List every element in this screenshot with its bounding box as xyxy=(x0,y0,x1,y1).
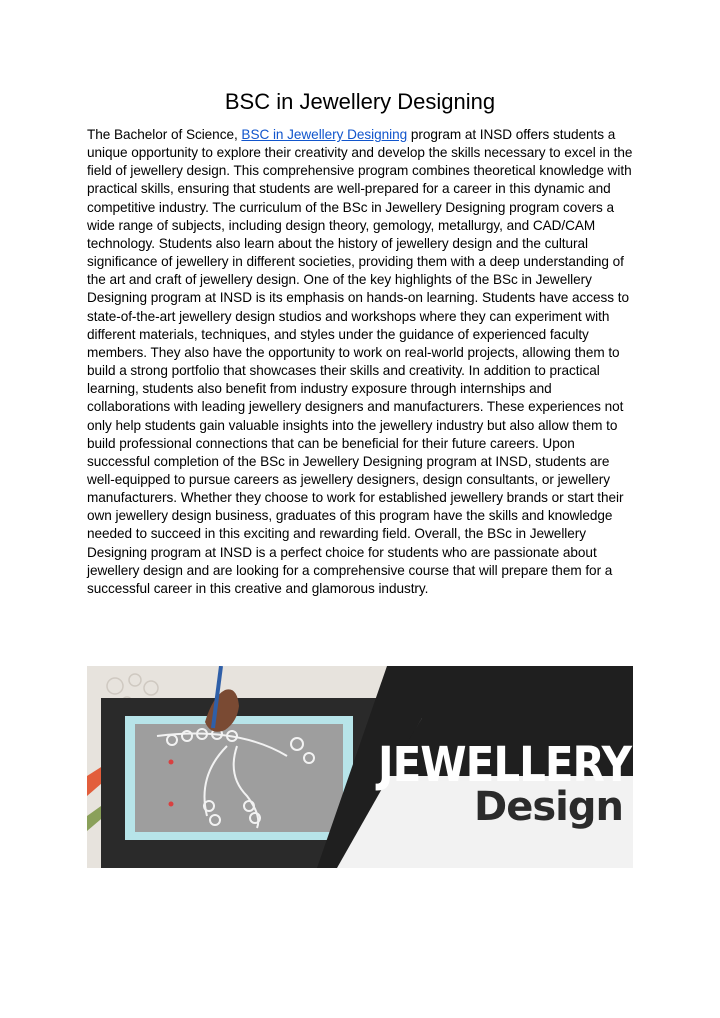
bsc-jewellery-designing-link[interactable]: BSC in Jewellery Designing xyxy=(241,127,408,142)
sketch-accent xyxy=(169,760,174,765)
banner-title-design: Design xyxy=(474,784,623,830)
body-paragraph xyxy=(87,126,635,598)
jewellery-design-banner xyxy=(87,666,633,868)
intro-prefix: The Bachelor of Science, xyxy=(87,127,242,142)
banner-title-jewellery: JEWELLERY xyxy=(377,736,631,793)
page-title: BSC in Jewellery Designing xyxy=(224,89,496,114)
sketch-accent xyxy=(169,802,174,807)
body-text-rest: program at INSD offers students a unique opportunity to explore their creativity and develop the skills necessary to excel in the field of jewellery design. This comprehensive program combines theoretical knowledge with practical skills, ensuring that students are well-prepared for a career in this dynamic and competitive industry. The curriculum of the BSc in Jewellery Designing program covers a wide range of subjects, including design theory, gemology, metallurgy, and CAD/CAM technology. Students also learn about the history of jewellery design and the cultural significance of jewellery in different societies, providing them with a deep understanding of the art and craft of jewellery design. One of the key highlights of the BSc in Jewellery Designing program at INSD is its emphasis on hands-on learning. Students have access to state-of-the-art jewellery design studios and workshops where they can experiment with different materials, techniques, and styles under the guidance of experienced faculty members. They also have the opportunity to work on real-world projects, allowing them to build a strong portfolio that showcases their skills and creativity. In addition to practical learning, students also benefit from industry exposure through internships and collaborations with leading jewellery designers and manufacturers. These experiences not only help students gain valuable insights into the jewellery industry but also allow them to build professional connections that can be beneficial for their future careers. Upon successful completion of the BSc in Jewellery Designing program at INSD, students are well-equipped to pursue careers as jewellery designers, design consultants, or jewellery manufacturers. Whether they choose to work for established jewellery brands or start their own jewellery design business, graduates of this program have the skills and knowledge needed to succeed in this exciting and rewarding field. Overall, the BSc in Jewellery Designing program at INSD is a perfect choice for students who are passionate about jewellery design and are looking for a comprehensive course that will prepare them for a successful career in this creative and glamorous industry. xyxy=(87,127,633,596)
